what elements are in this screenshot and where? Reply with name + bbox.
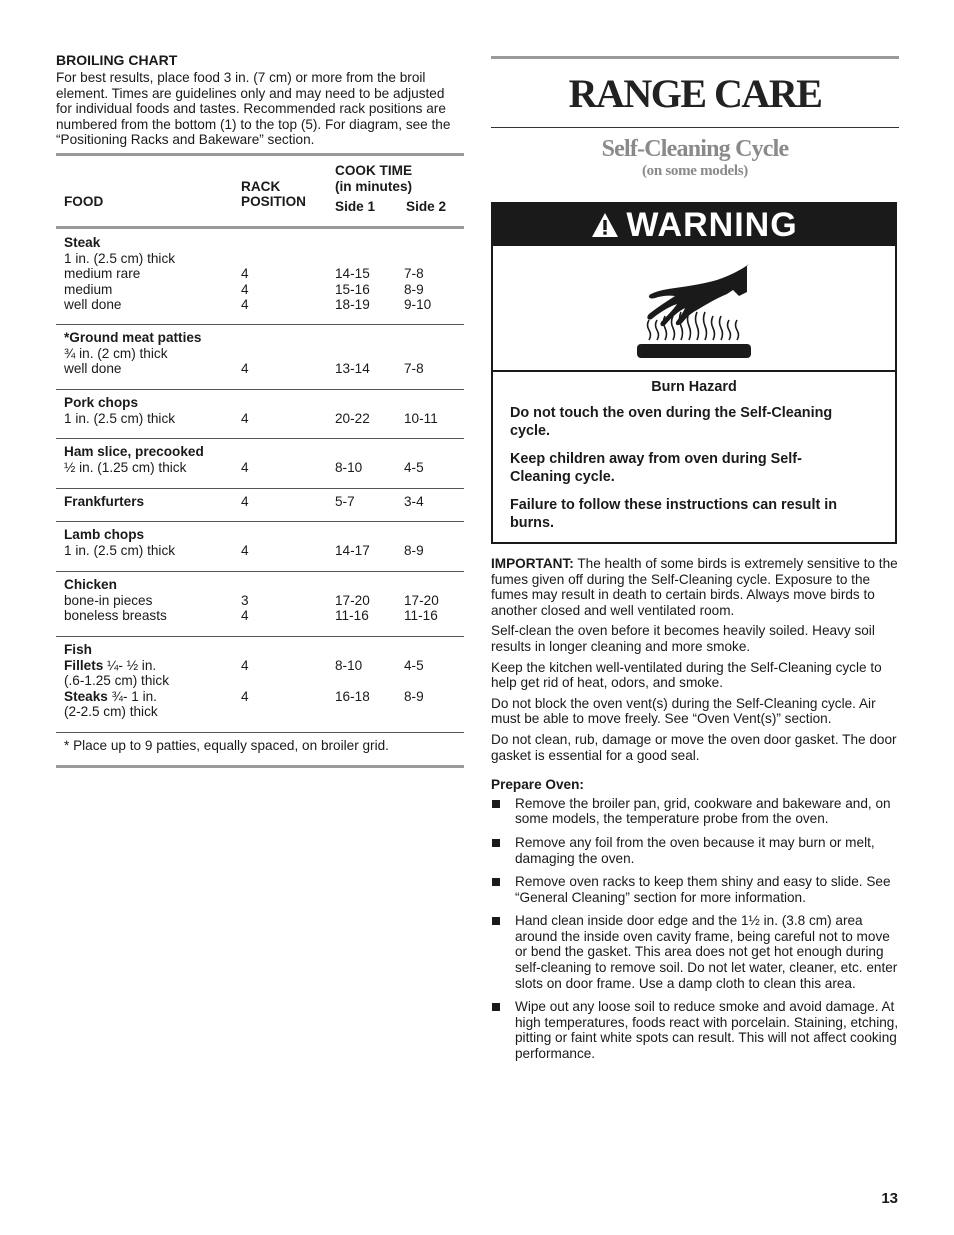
side2-time: 9-10 <box>404 297 432 313</box>
side2-time: 8-9 <box>404 281 424 297</box>
side1-time: 14-17 <box>335 542 370 558</box>
header-rack-line1: RACK <box>241 179 281 194</box>
food-detail-label: Steaks <box>64 688 108 704</box>
table-bottom-rule <box>56 765 464 768</box>
food-detail-text: well done <box>64 297 122 313</box>
food-detail-text: (2-2.5 cm) thick <box>64 704 158 720</box>
header-side2: Side 2 <box>406 199 447 214</box>
side2-time: 4-5 <box>404 459 424 475</box>
food-detail <box>64 658 156 674</box>
side1-time: 5-7 <box>335 494 355 509</box>
food-detail-text: medium <box>64 281 113 297</box>
food-detail-text: bone-in pieces <box>64 592 153 608</box>
food-detail-text: medium rare <box>64 266 141 282</box>
food-detail <box>64 460 186 476</box>
table-row <box>56 229 464 324</box>
food-detail <box>64 297 121 313</box>
side2-time: 4-5 <box>404 657 424 673</box>
warning-line-3: Failure to follow these instructions can result in burns. <box>510 497 838 531</box>
list-item <box>491 913 899 991</box>
side2-time: 3-4 <box>404 494 424 509</box>
warning-line-2: Keep children away from oven during Self-Cleaning cycle. <box>510 451 802 485</box>
food-detail <box>64 266 140 282</box>
food-detail <box>64 411 175 427</box>
body-paragraph-3: Do not block the oven vent(s) during the Self-Cleaning cycle. Air must be able to move freely. See “Oven Vent(s)” section. <box>491 695 876 727</box>
self-cleaning-body <box>491 556 899 1070</box>
table-row <box>56 389 464 438</box>
side1-time: 15-16 <box>335 281 370 297</box>
list-item <box>491 796 899 827</box>
side1-time: 8-10 <box>335 459 363 475</box>
important-label: IMPORTANT: <box>491 556 574 571</box>
rack-position: 4 <box>241 361 249 377</box>
table-row <box>56 571 464 636</box>
table-row <box>56 438 464 488</box>
important-text: The health of some birds is extremely sensitive to the fumes given off during the Self-Cleaning cycle. Exposure to the fumes may result in death to certain birds. Always move birds to another closed and well ventilated room. <box>491 556 898 618</box>
food-detail-text: boneless breasts <box>64 608 167 624</box>
food-detail <box>64 608 167 624</box>
side1-time: 8-10 <box>335 657 363 673</box>
broiling-chart-intro <box>56 52 464 148</box>
bullet-square-icon <box>492 1003 500 1011</box>
food-detail <box>64 673 169 689</box>
side2-time: 10-11 <box>404 410 438 426</box>
page-number: 13 <box>881 1190 898 1207</box>
rack-position: 4 <box>241 657 249 673</box>
food-name: Frankfurters <box>64 494 145 509</box>
rack-position: 4 <box>241 542 249 558</box>
list-item-text: Remove any foil from the oven because it may burn or melt, damaging the oven. <box>515 834 875 866</box>
side1-time: 11-16 <box>335 608 369 624</box>
food-detail-text: ½ in. (1.25 cm) thick <box>64 459 187 475</box>
hot-surface-hand-icon <box>629 256 759 366</box>
food-name: *Ground meat patties <box>64 330 202 345</box>
food-name: Steak <box>64 235 101 250</box>
list-item <box>491 874 899 905</box>
broiling-chart-table <box>56 153 464 768</box>
list-item-text: Remove the broiler pan, grid, cookware and bakeware and, on some models, the temperature probe from the oven. <box>515 795 891 827</box>
food-detail <box>64 361 121 377</box>
food-detail-label: Fillets <box>64 657 104 673</box>
warning-label: WARNING <box>626 205 798 244</box>
food-detail-text: ¾ in. (2 cm) thick <box>64 345 168 361</box>
food-name: Pork chops <box>64 395 139 410</box>
food-detail <box>64 543 175 559</box>
warning-triangle-icon <box>590 211 620 239</box>
bullet-square-icon <box>492 839 500 847</box>
header-food: FOOD <box>64 194 104 209</box>
list-item-text: Remove oven racks to keep them shiny and easy to slide. See “General Cleaning” section for more information. <box>515 874 891 905</box>
table-row <box>56 324 464 389</box>
warning-text <box>493 372 895 532</box>
side2-time: 7-8 <box>404 361 424 377</box>
food-name: Fish <box>64 642 92 657</box>
rack-position: 4 <box>241 459 249 475</box>
table-header <box>56 156 464 226</box>
side1-time: 20-22 <box>335 410 370 426</box>
range-care-title: RANGE CARE <box>568 71 822 116</box>
food-detail <box>64 593 152 609</box>
prepare-oven-heading: Prepare Oven: <box>491 777 584 793</box>
list-item-text: Hand clean inside door edge and the 1½ in. (3.8 cm) area around the inside oven cavity frame, being careful not to move or bend the gasket. This area does not get hot enough during self-cleaning to remove soil. Do not let water, cleaner, etc. enter slots on door frame. Use a damp cloth to clean this area. <box>515 913 898 991</box>
warning-hazard-title: Burn Hazard <box>651 379 737 395</box>
header-rack-line2: POSITION <box>241 194 306 209</box>
range-care-header <box>491 56 899 180</box>
rack-position: 4 <box>241 494 249 509</box>
food-detail-text: (.6-1.25 cm) thick <box>64 673 169 689</box>
self-cleaning-subtitle: (on some models) <box>641 163 749 179</box>
side2-time: 17-20 <box>404 592 439 608</box>
side2-time: 11-16 <box>404 608 438 624</box>
bullet-square-icon <box>492 800 500 808</box>
food-detail <box>64 282 112 298</box>
food-detail <box>64 346 168 362</box>
important-paragraph <box>491 556 899 618</box>
bullet-square-icon <box>492 917 500 925</box>
table-row <box>56 636 464 732</box>
bullet-square-icon <box>492 878 500 886</box>
rack-position: 4 <box>241 297 249 313</box>
table-row <box>56 521 464 571</box>
header-cook-line1: COOK TIME <box>335 163 413 178</box>
food-detail <box>64 251 175 267</box>
side2-time: 8-9 <box>404 542 424 558</box>
title-bottom-rule <box>491 127 899 128</box>
food-detail <box>64 689 157 705</box>
warning-banner <box>493 204 895 246</box>
side1-time: 14-15 <box>335 266 370 282</box>
food-name: Lamb chops <box>64 527 145 542</box>
food-detail-text: ¼- ½ in. <box>103 657 157 673</box>
header-side1: Side 1 <box>335 199 376 214</box>
broiling-chart-intro-text: For best results, place food 3 in. (7 cm) or more from the broil element. Times are guidelines only and may need to be adjusted for individual foods and tastes. Recommended rack positions are numbered from the bottom (1) to the top (5). For diagram, see the “Positioning Racks and Bakeware” section. <box>56 70 451 148</box>
side2-time: 7-8 <box>404 266 424 282</box>
food-detail-text: 1 in. (2.5 cm) thick <box>64 250 176 266</box>
warning-line-1: Do not touch the oven during the Self-Cleaning cycle. <box>510 405 833 439</box>
title-top-rule <box>491 56 899 59</box>
warning-box <box>491 202 897 544</box>
header-cook-line2: (in minutes) <box>335 179 413 194</box>
prepare-oven-list <box>491 796 899 1062</box>
list-item <box>491 999 899 1061</box>
table-body <box>56 229 464 732</box>
food-detail <box>64 704 158 720</box>
side1-time: 16-18 <box>335 688 370 704</box>
body-paragraph-4: Do not clean, rub, damage or move the oven door gasket. The door gasket is essential for a good seal. <box>491 731 897 763</box>
broiling-chart-title: BROILING CHART <box>56 52 178 68</box>
side1-time: 18-19 <box>335 297 370 313</box>
side2-time: 8-9 <box>404 688 424 704</box>
food-name: Ham slice, precooked <box>64 444 204 459</box>
body-paragraph-1: Self-clean the oven before it becomes heavily soiled. Heavy soil results in longer cleaning and more smoke. <box>491 623 875 654</box>
rack-position: 4 <box>241 266 249 282</box>
side1-time: 13-14 <box>335 361 370 377</box>
table-row <box>56 488 464 521</box>
rack-position: 4 <box>241 688 249 704</box>
table-footnote: * Place up to 9 patties, equally spaced, on broiler grid. <box>64 738 389 753</box>
rack-position: 3 <box>241 592 249 608</box>
food-detail-text: well done <box>64 361 122 377</box>
rack-position: 4 <box>241 410 249 426</box>
list-item <box>491 835 899 866</box>
food-detail-text: 1 in. (2.5 cm) thick <box>64 542 176 558</box>
table-footnote-row <box>56 732 464 761</box>
rack-position: 4 <box>241 608 249 624</box>
side1-time: 17-20 <box>335 592 370 608</box>
burn-hazard-pictogram <box>493 246 895 372</box>
food-detail-text: ¾- 1 in. <box>107 688 157 704</box>
self-cleaning-title: Self-Cleaning Cycle <box>601 136 789 162</box>
body-paragraph-2: Keep the kitchen well-ventilated during the Self-Cleaning cycle to help get rid of heat, odors, and smoke. <box>491 659 882 691</box>
food-detail-text: 1 in. (2.5 cm) thick <box>64 410 176 426</box>
food-name: Chicken <box>64 577 117 592</box>
rack-position: 4 <box>241 281 249 297</box>
list-item-text: Wipe out any loose soil to reduce smoke and avoid damage. At high temperatures, foods react with porcelain. Staining, etching, pitting or faint white spots can result. This will not affect cooking performance. <box>515 999 899 1062</box>
